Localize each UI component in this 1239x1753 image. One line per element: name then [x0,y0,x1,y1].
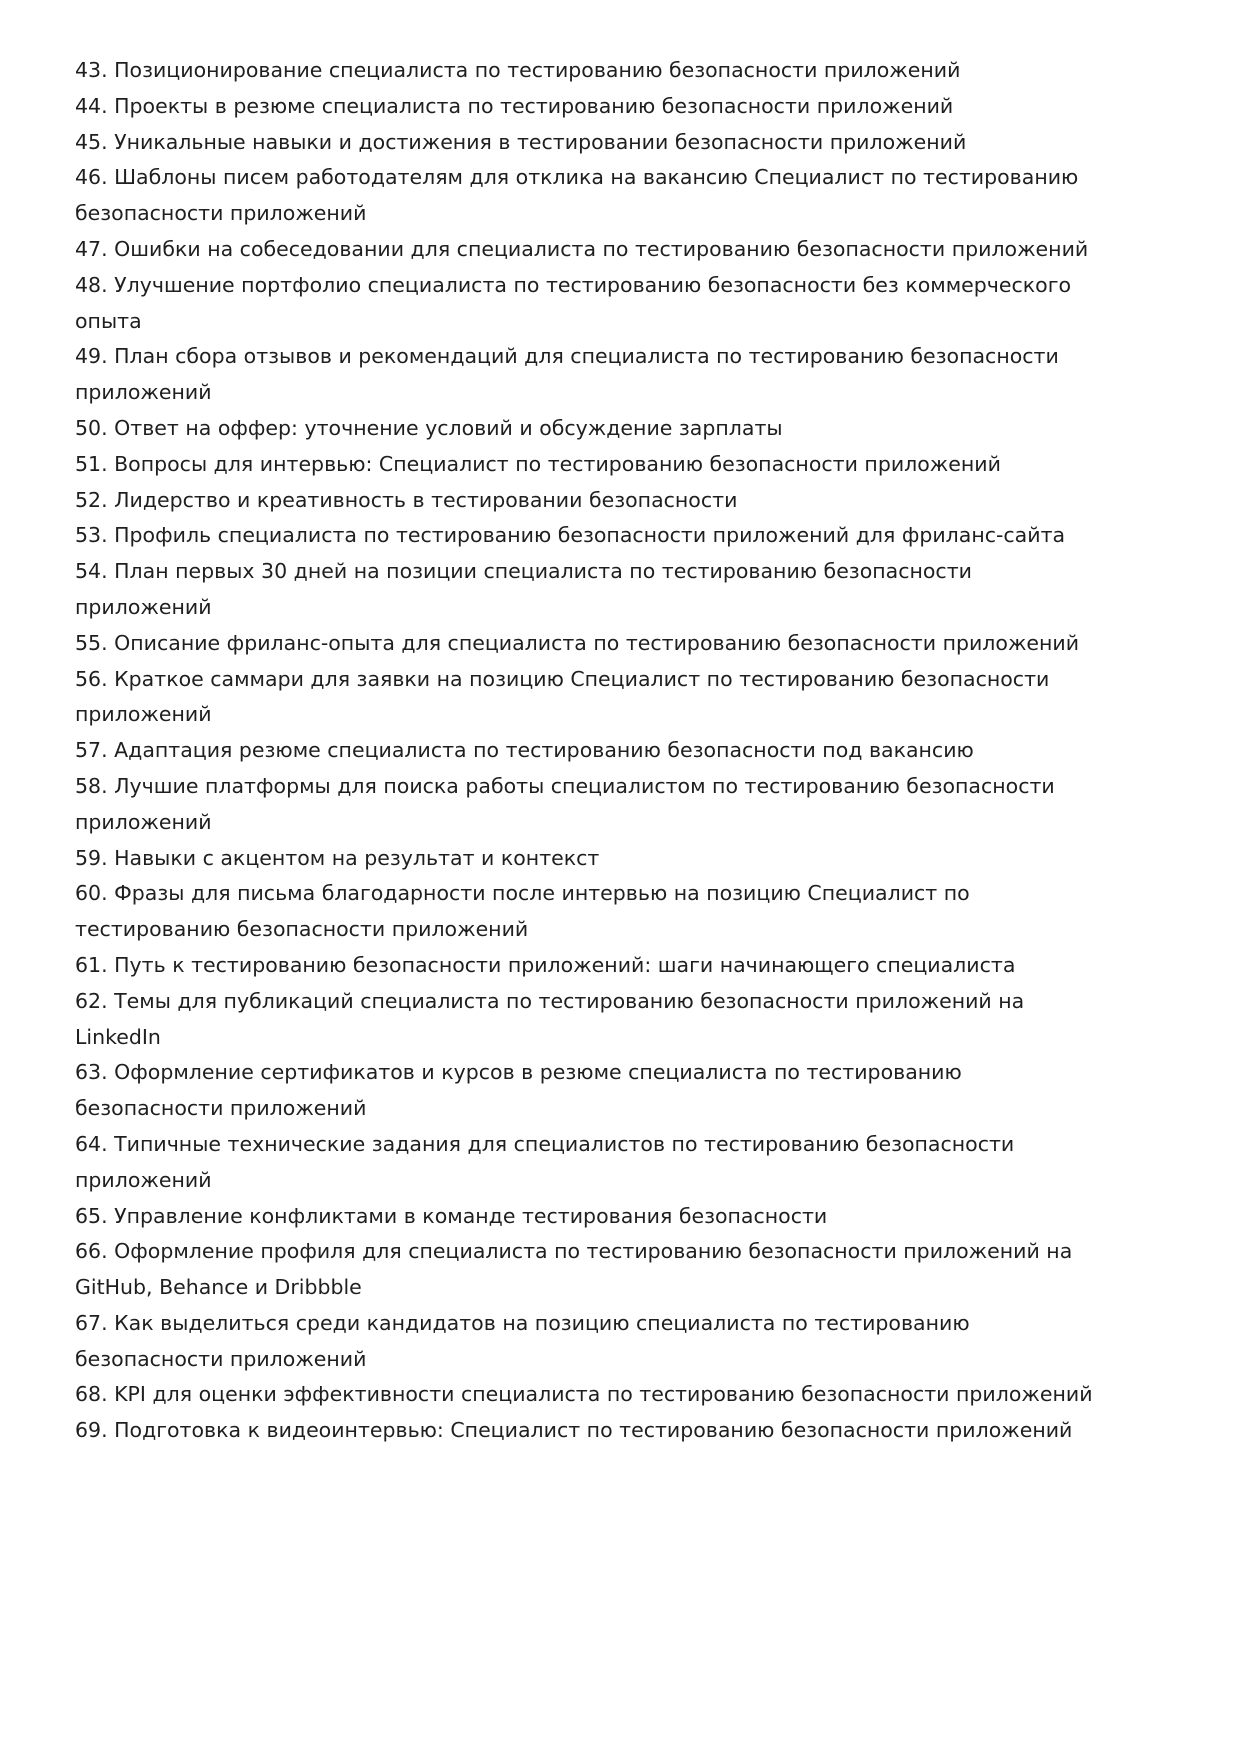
numbered-topic-list [75,53,1185,1449]
list-item-text-line: 62. Темы для публикаций специалиста по тестированию безопасности приложений на [75,988,1025,1013]
list-item-text-line: приложений [75,702,212,727]
list-item [75,411,1185,447]
list-item [75,447,1185,483]
list-item-text-line: 57. Адаптация резюме специалиста по тестированию безопасности под вакансию [75,738,974,763]
list-item-text-line: приложений [75,380,212,405]
list-item-text-line: 65. Управление конфликтами в команде тестирования безопасности [75,1203,828,1228]
list-item-text-line: приложений [75,594,212,619]
list-item-text-line: 54. План первых 30 дней на позиции специалиста по тестированию безопасности [75,559,972,584]
list-item [75,733,1185,769]
list-item-text-line: 48. Улучшение портфолио специалиста по тестированию безопасности без коммерческого [75,272,1072,297]
list-item-text-line: опыта [75,308,142,333]
list-item [75,53,1185,89]
list-item-text-line: 45. Уникальные навыки и достижения в тестировании безопасности приложений [75,129,967,154]
list-item [75,1306,1185,1378]
list-item-text-line: 61. Путь к тестированию безопасности приложений: шаги начинающего специалиста [75,952,1016,977]
list-item-text-line: 44. Проекты в резюме специалиста по тестированию безопасности приложений [75,93,954,118]
list-item [75,1413,1185,1449]
list-item-text-line: 46. Шаблоны писем работодателям для отклика на вакансию Специалист по тестированию [75,165,1079,190]
list-item [75,1055,1185,1127]
list-item [75,1127,1185,1199]
list-item [75,125,1185,161]
list-item [75,554,1185,626]
list-item-text-line: безопасности приложений [75,1346,367,1371]
list-item-text-line: безопасности приложений [75,201,367,226]
list-item-text-line: 67. Как выделиться среди кандидатов на позицию специалиста по тестированию [75,1310,970,1335]
list-item [75,626,1185,662]
list-item [75,483,1185,519]
list-item-text-line: 60. Фразы для письма благодарности после интервью на позицию Специалист по [75,881,970,906]
list-item [75,876,1185,948]
list-item-text-line: 43. Позиционирование специалиста по тестированию безопасности приложений [75,58,961,82]
list-item [75,841,1185,877]
list-item [75,1377,1185,1413]
list-item-text-line: 55. Описание фриланс-опыта для специалиста по тестированию безопасности приложений [75,630,1080,655]
list-item-text-line: 51. Вопросы для интервью: Специалист по тестированию безопасности приложений [75,451,1001,476]
list-item-text-line: 58. Лучшие платформы для поиска работы специалистом по тестированию безопасности [75,773,1055,798]
list-item [75,984,1185,1056]
list-item-text-line: 56. Краткое саммари для заявки на позицию Специалист по тестированию безопасности [75,666,1050,691]
list-item-text-line: 68. KPI для оценки эффективности специалиста по тестированию безопасности приложений [75,1382,1093,1407]
list-item-text-line: GitHub, Behance и Dribbble [75,1275,362,1300]
list-item [75,339,1185,411]
list-item-text-line: 50. Ответ на оффер: уточнение условий и обсуждение зарплаты [75,415,783,440]
list-item-text-line: приложений [75,809,212,834]
list-item-text-line: тестированию безопасности приложений [75,917,529,942]
list-item-text-line: 69. Подготовка к видеоинтервью: Специалист по тестированию безопасности приложений [75,1418,1073,1443]
list-item-text-line: 64. Типичные технические задания для специалистов по тестированию безопасности [75,1131,1015,1156]
list-item-text-line: LinkedIn [75,1024,161,1049]
list-item [75,232,1185,268]
list-item [75,769,1185,841]
list-item-text-line: 63. Оформление сертификатов и курсов в резюме специалиста по тестированию [75,1060,962,1085]
list-item [75,89,1185,125]
list-item-text-line: 49. План сбора отзывов и рекомендаций для специалиста по тестированию безопасности [75,344,1059,369]
list-item [75,268,1185,340]
list-item-text-line: 52. Лидерство и креативность в тестировании безопасности [75,487,738,512]
list-item-text-line: 66. Оформление профиля для специалиста по тестированию безопасности приложений на [75,1239,1073,1264]
list-item-text-line: 53. Профиль специалиста по тестированию безопасности приложений для фриланс-сайта [75,523,1066,548]
list-item [75,160,1185,232]
list-item [75,662,1185,734]
list-item [75,948,1185,984]
list-item-text-line: безопасности приложений [75,1096,367,1121]
list-item [75,518,1185,554]
list-item [75,1234,1185,1306]
list-item [75,1199,1185,1235]
list-item-text-line: приложений [75,1167,212,1192]
list-item-text-line: 47. Ошибки на собеседовании для специалиста по тестированию безопасности приложений [75,236,1089,261]
list-item-text-line: 59. Навыки с акцентом на результат и контекст [75,845,600,870]
